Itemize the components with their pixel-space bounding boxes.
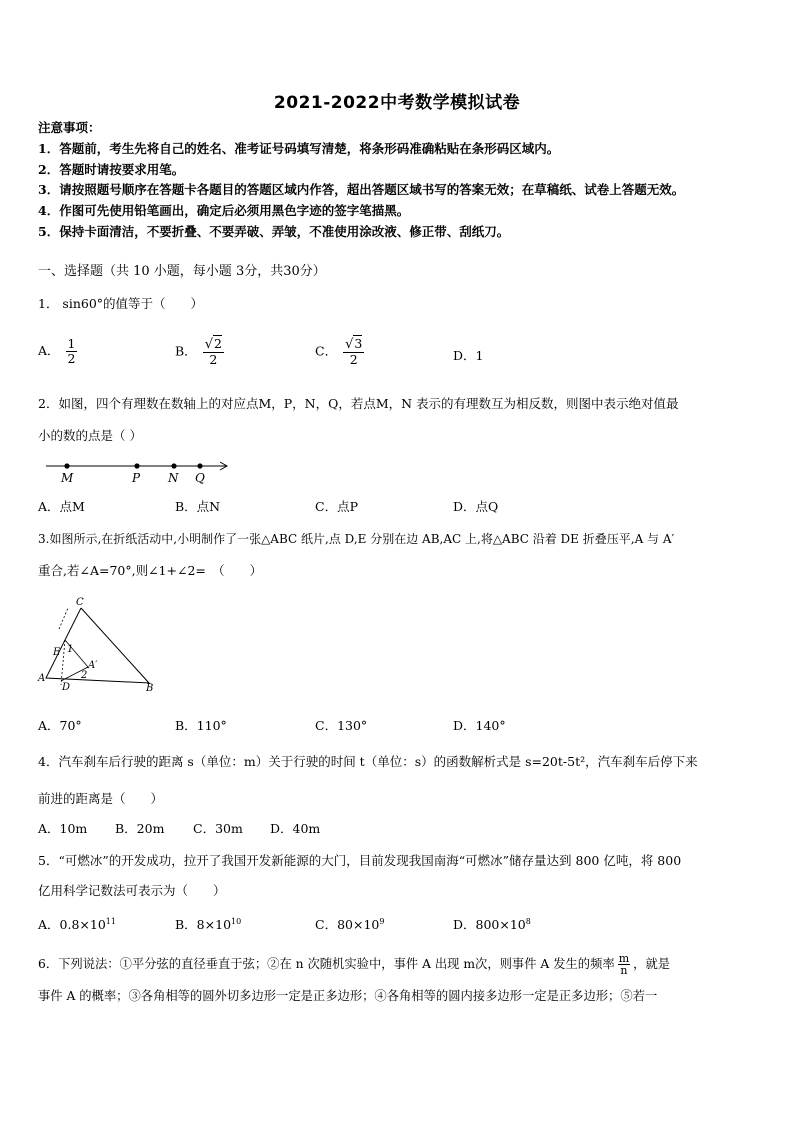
q4-option-b: B．20m (115, 821, 165, 836)
vertex-label: A′ (88, 660, 98, 671)
q1-option-d: D．1 (453, 348, 484, 363)
fraction: $\frac{m}{n}$ (618, 952, 630, 977)
q1-option-a: A． $\frac{1}{2}$ (38, 336, 76, 366)
triangle-fold-figure (36, 595, 166, 697)
q2-option-c: C．点P (315, 499, 358, 514)
page-title: 2021-2022中考数学模拟试卷 (273, 93, 521, 113)
point-n (171, 463, 176, 468)
question-2-line2: 小的数的点是（ ） (38, 428, 142, 443)
vertex-label: C (76, 597, 84, 608)
fold-line-extension (59, 608, 68, 629)
notice-item: 2．答题时请按要求用笔。 (38, 162, 185, 177)
number-line-figure (40, 455, 240, 489)
q4-option-c: C．30m (193, 821, 243, 836)
q1-option-b: B． $\frac{√2}{2}$ (175, 336, 222, 367)
question-4-line1: 4．汽车刹车后行驶的距离 s（单位：m）关于行驶的时间 t（单位：s）的函数解析式是 s=20t-5t²，汽车刹车后停下来 (38, 754, 698, 769)
question-1-stem: 1． sin60°的值等于（ ） (38, 296, 204, 311)
q3-option-c: C．130° (315, 718, 368, 733)
section-heading: 一、选择题（共 10 小题，每小题 3分，共30分） (38, 264, 326, 279)
q2-option-b: B．点N (175, 499, 221, 514)
q1-option-c: C． $\frac{√3}{2}$ (315, 336, 363, 367)
q3-option-b: B．110° (175, 718, 227, 733)
question-5-line1: 5．“可燃冰”的开发成功，拉开了我国开发新能源的大门，目前发现我国南海“可燃冰”储存量达到 800 亿吨，将 800 (38, 853, 682, 868)
notice-item: 4．作图可先使用铅笔画出，确定后必须用黑色字迹的签字笔描黑。 (38, 203, 410, 218)
point-label: N (168, 471, 179, 485)
q3-option-d: D．140° (453, 718, 506, 733)
question-5-line2: 亿用科学记数法可表示为（ ） (38, 883, 226, 898)
point-p (134, 463, 139, 468)
q3-option-a: A．70° (38, 718, 82, 733)
point-m (64, 463, 69, 468)
angle-label: 2 (81, 670, 88, 681)
question-6-line2: 事件 A 的概率；③各角相等的圆外切多边形一定是正多边形；④各角相等的圆内接多边形一定是正多边形；⑤若一 (38, 989, 658, 1003)
q5-option-a: A．$0.8\times 10^{11}$ (38, 917, 116, 933)
point-q (197, 463, 202, 468)
vertex-label: B (146, 683, 154, 694)
triangle-abc (46, 608, 149, 683)
point-label: Q (195, 471, 205, 485)
point-label: M (61, 471, 74, 485)
point-label: P (132, 471, 141, 485)
notice-item: 3．请按照题号顺序在答题卡各题目的答题区域内作答，超出答题区域书写的答案无效；在草稿纸、试卷上答题无效。 (38, 182, 685, 197)
question-4-line2: 前进的距离是（ ） (38, 791, 164, 806)
question-3-line2: 重合,若∠A=70°,则∠1+∠2= （ ） (38, 563, 263, 578)
q5-option-d: D．$800\times 10^8$ (453, 917, 531, 933)
q2-option-a: A．点M (38, 499, 85, 514)
question-3-line1: 3.如图所示,在折纸活动中,小明制作了一张△ABC 纸片,点 D,E 分别在边 AB,AC 上,将△ABC 沿着 DE 折叠压平,A 与 A′ (38, 532, 675, 546)
q4-option-d: D．40m (270, 821, 321, 836)
q2-option-d: D．点Q (453, 499, 499, 514)
q4-option-a: A．10m (38, 821, 88, 836)
fraction: $\frac{√2}{2}$ (204, 336, 222, 367)
notice-item: 1．答题前，考生先将自己的姓名、准考证号码填写清楚，将条形码准确粘贴在条形码区域内。 (38, 141, 560, 156)
q5-option-c: C．$80\times 10^9$ (315, 917, 385, 933)
angle-label: 1 (67, 644, 74, 655)
fraction: $\frac{√3}{2}$ (345, 336, 363, 367)
notice-item: 5．保持卡面清洁，不要折叠、不要弄破、弄皱，不准使用涂改液、修正带、刮纸刀。 (38, 224, 510, 239)
vertex-label: D (62, 682, 71, 693)
question-2-line1: 2．如图，四个有理数在数轴上的对应点M，P，N，Q，若点M，N 表示的有理数互为相反数，则图中表示绝对值最 (38, 396, 679, 411)
vertex-label: E (53, 647, 61, 658)
q5-option-b: B．$8\times 10^{10}$ (175, 917, 242, 933)
notice-heading: 注意事项： (38, 120, 101, 135)
vertex-label: A (38, 673, 46, 684)
question-6-line1: 6．下列说法：①平分弦的直径垂直于弦；②在 n 次随机实验中，事件 A 出现 m次，则事件 A 发生的频率 $\frac{m}{n}$ ，就是 (38, 952, 671, 977)
fraction: $\frac{1}{2}$ (67, 336, 76, 366)
